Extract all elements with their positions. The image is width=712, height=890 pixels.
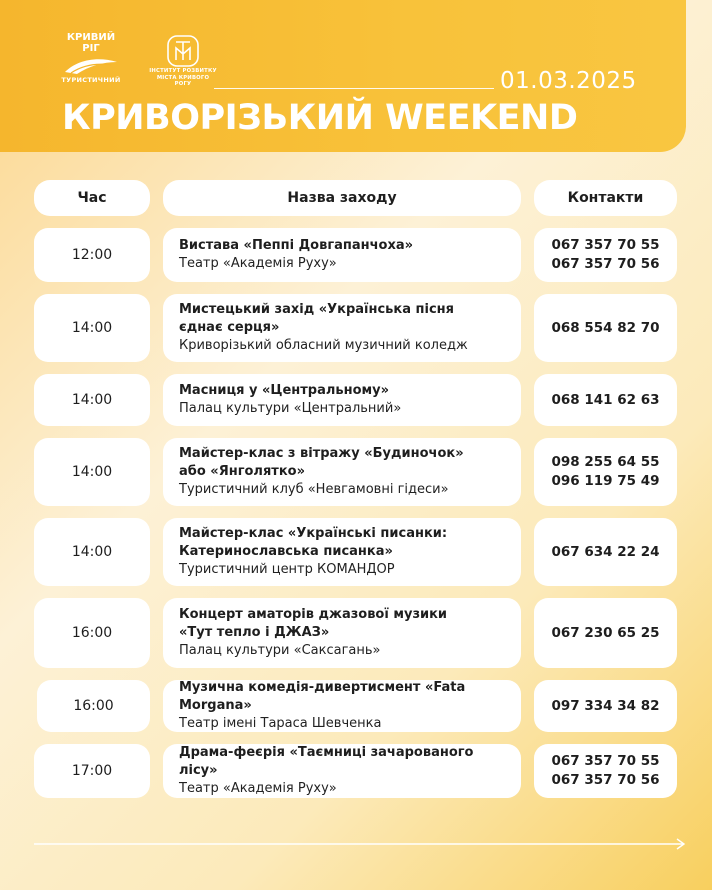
phone-number[interactable]: 067 357 70 56 — [551, 256, 660, 272]
event-title-line2: Катеринославська писанка» — [179, 544, 393, 559]
kryvyi-rih-tourism-logo — [60, 32, 122, 90]
phone-number[interactable]: 067 634 22 24 — [551, 543, 660, 560]
event-venue: Театр «Академія Руху» — [179, 781, 337, 796]
event-date: 01.03.2025 — [500, 68, 637, 94]
event-card — [163, 680, 521, 732]
event-contacts — [534, 374, 677, 426]
phone-number[interactable]: 067 230 65 25 — [551, 624, 660, 641]
event-time: 12:00 — [34, 228, 150, 282]
header-divider — [214, 88, 494, 89]
logo-city-line2: РІГ — [82, 43, 100, 54]
event-title: Майстер-клас з вітражу «Будиночок» — [179, 446, 464, 461]
event-venue: Театр імені Тараса Шевченка — [179, 716, 382, 731]
event-card — [163, 518, 521, 586]
event-time: 14:00 — [34, 518, 150, 586]
event-card — [163, 598, 521, 668]
column-header-time: Час — [34, 180, 150, 216]
phone-number[interactable]: 067 357 70 55 — [551, 237, 660, 253]
event-venue: Криворізький обласний музичний коледж — [179, 338, 468, 353]
phone-number[interactable]: 068 554 82 70 — [551, 319, 660, 336]
column-header-contacts: Контакти — [534, 180, 677, 216]
event-title: Музична комедія-дивертисмент «Fata Morgana» — [179, 680, 466, 713]
arrow-right-icon[interactable] — [34, 838, 688, 850]
swoosh-icon — [63, 56, 119, 76]
event-time: 14:00 — [34, 438, 150, 506]
logo-city-sub: ТУРИСТИЧНИЙ — [61, 76, 121, 84]
event-time: 16:00 — [37, 680, 150, 732]
event-card — [163, 374, 521, 426]
phone-number[interactable]: 067 357 70 56 — [551, 772, 660, 788]
event-title: Мистецький захід «Українська пісня — [179, 302, 454, 317]
event-contacts — [534, 744, 677, 798]
page-title: КРИВОРІЗЬКИЙ WEEKEND — [62, 98, 578, 138]
event-card — [163, 744, 521, 798]
event-venue: Палац культури «Саксагань» — [179, 643, 381, 658]
event-title-line2: єднає серця» — [179, 320, 280, 335]
phone-number[interactable]: 067 357 70 55 — [551, 753, 660, 769]
event-title: Драма-феєрія «Таємниці зачарованого лісу» — [179, 745, 474, 778]
event-title-line2: «Тут тепло і ДЖАЗ» — [179, 625, 330, 640]
event-contacts — [534, 294, 677, 362]
event-card — [163, 228, 521, 282]
event-contacts — [534, 680, 677, 732]
event-time: 14:00 — [34, 294, 150, 362]
event-contacts — [534, 518, 677, 586]
institute-logo — [148, 34, 218, 94]
column-header-event: Назва заходу — [163, 180, 521, 216]
event-venue: Туристичний центр КОМАНДОР — [179, 562, 395, 577]
logo-city-line1: КРИВИЙ — [66, 32, 116, 43]
event-title: Масниця у «Центральному» — [179, 383, 390, 398]
event-contacts — [534, 598, 677, 668]
event-contacts — [534, 438, 677, 506]
event-card — [163, 438, 521, 506]
phone-number[interactable]: 068 141 62 63 — [551, 391, 660, 408]
phone-number[interactable]: 096 119 75 49 — [551, 473, 660, 489]
event-title: Вистава «Пеппі Довгапанчоха» — [179, 238, 414, 253]
event-time: 14:00 — [34, 374, 150, 426]
event-title: Майстер-клас «Українські писанки: — [179, 526, 448, 541]
event-venue: Туристичний клуб «Невгамовні гідеси» — [179, 482, 449, 497]
event-title: Концерт аматорів джазової музики — [179, 607, 448, 622]
header-banner — [0, 0, 686, 152]
event-title-line2: або «Янголятко» — [179, 464, 305, 479]
irm-monogram-icon — [165, 34, 201, 68]
event-venue: Палац культури «Центральний» — [179, 401, 402, 416]
event-time: 17:00 — [34, 744, 150, 798]
logo-inst-line1: ІНСТИТУТ РОЗВИТКУ — [149, 68, 217, 74]
phone-number[interactable]: 098 255 64 55 — [551, 454, 660, 470]
event-card — [163, 294, 521, 362]
event-contacts — [534, 228, 677, 282]
phone-number[interactable]: 097 334 34 82 — [551, 697, 660, 714]
event-time: 16:00 — [34, 598, 150, 668]
logo-inst-line2: МІСТА КРИВОГО РОГУ — [156, 74, 210, 87]
event-venue: Театр «Академія Руху» — [179, 256, 337, 271]
